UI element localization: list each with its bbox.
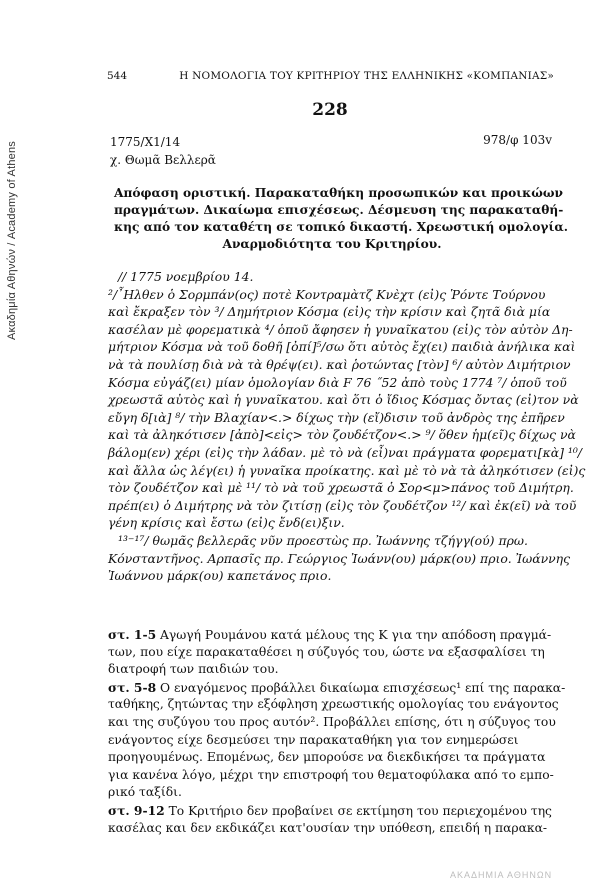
commentary-line: διατροφή των παιδιών του.	[108, 662, 279, 677]
document-number: 228	[312, 100, 348, 120]
commentary-line: στ. 5-8 Ο εναγόμενος προβάλλει δικαίωμα επισχέσεως¹ επί της παρακα-	[108, 679, 566, 695]
text-line: καὶ τὰ ἀληκότισεν [ἀπὸ]<εἰς> τὸν ζουδέτζον<.> ⁹/ ὅθεν ἡμ(εῖ)ς δίχως νὰ	[108, 427, 576, 443]
signatures-line: Κόνσταντῆνος. Αρπασῖς πρ. Γεώργιος Ἰωάνν(ου) μάρκ(ου) πριο. Ἰωάννης	[108, 550, 571, 566]
text-line: // 1775 νοεμβρίου 14.	[118, 269, 254, 284]
side-watermark: Ακαδημία Αθηνών / Academy of Athens	[6, 140, 18, 340]
commentary-line: για κανένα λόγο, μέχρι την επιστροφή του θεματοφύλακα από το εμπο-	[108, 767, 554, 782]
commentary-line: στ. 9-12 Το Κριτήριο δεν προβαίνει σε εκτίμηση του περιεχομένου της	[108, 802, 552, 818]
document-text	[108, 268, 586, 585]
commentary-label: στ. 1-5	[108, 627, 157, 642]
document-date: 1775/Χ1/14	[110, 135, 181, 149]
running-head	[107, 70, 554, 84]
summary-line: πραγμάτων. Δικαίωμα επισχέσεως. Δέσμευση της παρακαταθή-	[114, 203, 564, 217]
text-line: χρεωστᾶ αὐτὸς καὶ ἡ γυναῖκατου. καὶ ὅτι ὁ ἴδιος Κόσμας ὄντας (εἰ)τον νὰ	[108, 392, 579, 408]
text-line: νὰ τὰ πουλίσῃ διὰ νὰ τὰ θρέψ(ει). καὶ ῥοτώντας [τὸν] ⁶/ αὐτὸν Διμήτριον	[108, 356, 571, 372]
running-head-title: Η ΝΟΜΟΛΟΓΙΑ ΤΟΥ ΚΡΙΤΗΡΙΟΥ ΤΗΣ ΕΛΛΗΝΙΚΗΣ «ΚΟΜΠΑΝΙΑΣ»	[179, 70, 554, 82]
commentary-line: ρικό ταξίδι.	[108, 785, 182, 800]
text-line: μήτριον Κόσμα νὰ τοῦ δοθῆ [ὀπί]⁵/σω ὅτι αὐτὸς ἔχ(ει) παιδιὰ ἀνήλικα καὶ	[108, 339, 576, 355]
signatures-line: Ἰωάννου μάρκ(ου) καπετάνος πριο.	[108, 568, 332, 584]
text-line: καὶ ἔκραξεν τὸν ³/ Δημήτριον Κόσμα (εἰ)ς τὴν κρίσιν καὶ ζητᾶ διὰ μία	[108, 304, 551, 320]
document-meta	[110, 133, 216, 169]
text-line: βάλομ(εν) χέρι (εἰ)ς τὴν λάδαν. μὲ τὸ νὰ (εἶ)ναι πράγματα φορεματι[κὰ] ¹⁰/	[108, 444, 582, 460]
archive-reference: 978/φ 103v	[483, 133, 552, 147]
text-line: καὶ ἄλλα ὡς λέγ(ει) ἡ γυναῖκα προίκατης. καὶ μὲ τὸ νὰ τὰ ἀληκότισεν (εἰ)ς	[108, 462, 586, 478]
text-line: Κόσμα εὐγάζ(ει) μίαν ὁμολογίαν διὰ F 76 ˝52 ἀπὸ τοὺς 1774 ⁷/ ὁποῦ τοῦ	[108, 374, 567, 390]
footer-watermark: ΑΚΑΔΗΜΙΑ ΑΘΗΝΩΝ	[450, 870, 553, 880]
summary	[114, 185, 568, 253]
commentary-label: στ. 9-12	[108, 802, 165, 818]
text-line: τὸν ζουδέτζον καὶ μὲ ¹¹/ τὸ νὰ τοῦ χρεωστᾶ ὁ Σορ<μ>πάνος τοῦ Διμήτρη.	[108, 480, 574, 496]
summary-line: Απόφαση οριστική. Παρακαταθήκη προσωπικών και προικώων	[114, 186, 563, 200]
commentary-label: στ. 5-8	[108, 679, 157, 695]
text-line: κασέλαν μὲ φορεματικὰ ⁴/ ὁποῦ ἄφησεν ἡ γυναῖκατου (εἰ)ς τὸν αὐτὸν Δη-	[108, 321, 573, 337]
commentary-line: στ. 1-5 Αγωγή Ρουμάνου κατά μέλους της Κ για την απόδοση πραγμά-	[108, 627, 552, 642]
commentary-line: ταθήκης, ζητώντας την εξόφληση χρεωστικής ομολογίας του ενάγοντος	[108, 697, 559, 712]
text-line: ²/῏Ηλθεν ὁ Σορμπάν(ος) ποτὲ Κοντραμὰτζ Κνὲχτ (εἰ)ς Ῥόντε Τούρνου	[108, 286, 546, 302]
summary-line: Αναρμοδιότητα του Κριτηρίου.	[222, 237, 442, 251]
commentary-line: ενάγοντος είχε δεσμεύσει την παρακαταθήκη για τον ενημερώσει	[108, 732, 519, 747]
commentary-line: προηγουμένως. Επομένως, δεν μπορούσε να διεκδικήσει τα πράγματα	[108, 750, 546, 765]
document-hand: χ. Θωμᾶ Βελλερᾶ	[110, 153, 216, 167]
text-line: εὔγη δ[ιὰ] ⁸/ τὴν Βλαχίαν<.> δίχως τὴν (εἴ)δισιν τοῦ ἀνδρὸς της ἐπῆρεν	[108, 409, 565, 425]
commentary	[108, 626, 566, 837]
commentary-line: και της συζύγου του προς αυτόν². Προβάλλει επίσης, ότι η σύζυγος του	[108, 714, 556, 729]
commentary-line: των, που είχε παρακαταθέσει η σύζυγός του, ώστε να εξασφαλίσει τη	[108, 644, 545, 659]
text-line: πρέπ(ει) ὁ Διμήτρης νὰ τὸν ζιτίσῃ (εἰ)ς τὸν ζουδέτζον ¹²/ καὶ ἐκ(εῖ) νὰ τοῦ	[108, 497, 577, 513]
page-number: 544	[107, 70, 128, 82]
text-line: γένη κρίσις καὶ ἔστω (εἰ)ς ἔνδ(ει)ξιν.	[108, 515, 345, 531]
summary-line: κης από τον καταθέτη σε τοπικό δικαστή. Χρεωστική ομολογία.	[114, 220, 568, 234]
signatures-line: ¹³⁻¹⁷/ θωμᾶς βελλερᾶς νῦν προεστὼς πρ. Ἰωάννης τζήγγ(ού) πρω.	[118, 532, 528, 548]
commentary-line: κασέλας και δεν εκδικάζει κατ'ουσίαν την υπόθεση, επειδή η παρακα-	[108, 820, 548, 835]
